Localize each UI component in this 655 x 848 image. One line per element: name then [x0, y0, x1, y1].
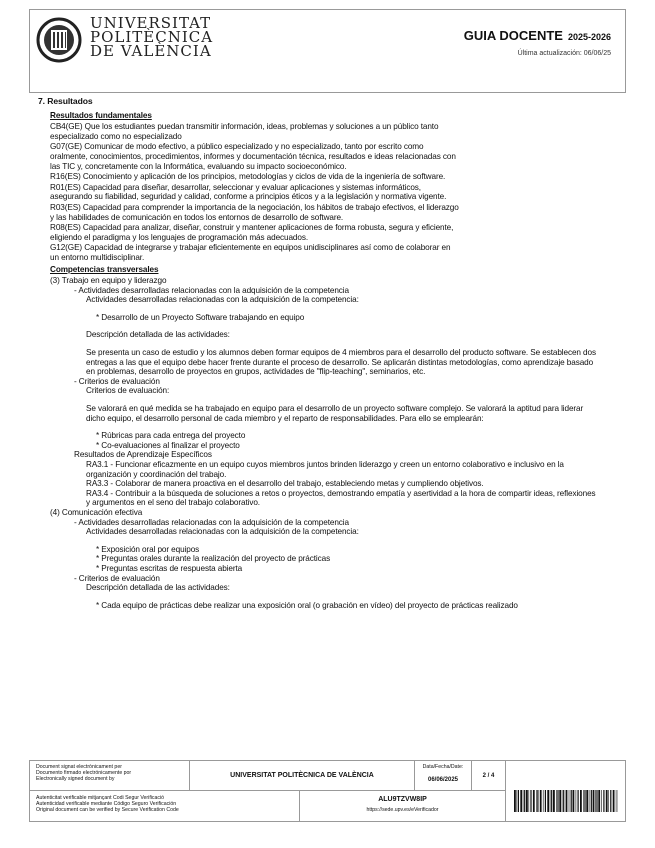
- list-item: R01(ES) Capacidad para diseñar, desarrollar, seleccionar y evaluar aplicaciones y sistemas informáticos, asegurando su fiabilidad, seguridad y calidad, conforme a principios éticos y a la legislación y normativa vigente.: [50, 182, 447, 202]
- c4-activities-sub: Actividades desarrolladas relacionadas con la adquisición de la competencia:: [86, 527, 359, 537]
- guide-title: GUIA DOCENTE 2025-2026: [463, 28, 611, 43]
- signature-footer: [29, 760, 626, 822]
- list-item: R16(ES) Conocimiento y aplicación de los principios, metodologías y ciclos de vida de la ingeniería de software.: [50, 172, 446, 182]
- verification-label: Autenticitat verificable mitjançant Codi Segur Verificació Autenticidad verificable mediante Código Seguro Verificación Original document can be verified by Secure Verification Code: [30, 791, 300, 822]
- competency-3-title: (3) Trabajo en equipo y liderazgo: [50, 276, 167, 286]
- fundamentales-list: [50, 122, 460, 262]
- list-item: CB4(GE) Que los estudiantes puedan transmitir información, ideas, problemas y soluciones a un público tanto especializado como no especializado: [50, 122, 439, 141]
- c4-activity-item: * Preguntas orales durante la realización del proyecto de prácticas: [96, 554, 331, 564]
- c3-criteria-item: * Co-evaluaciones al finalizar el proyecto: [96, 440, 240, 450]
- list-item: R08(ES) Capacidad para analizar, diseñar, construir y mantener aplicaciones de forma robusta, segura y eficiente, eligiendo el paradigma y los lenguajes de programación más adecuados.: [50, 223, 454, 242]
- document-body: [38, 97, 618, 610]
- signature-date: Data/Fecha/Date: 06/06/2025: [415, 761, 472, 791]
- c4-activities-label: - Actividades desarrolladas relacionadas con la adquisición de la competencia: [74, 517, 349, 527]
- fundamentales-heading: Resultados fundamentales: [50, 110, 152, 120]
- verification-url[interactable]: https://sede.upv.es/eVerificador: [366, 807, 439, 813]
- verification-code: ALU9TZVW8IP https://sede.upv.es/eVerificador: [300, 791, 506, 822]
- last-updated: Última actualización: 06/06/25: [517, 50, 611, 57]
- c3-activity-item: * Desarrollo de un Proyecto Software trabajando en equipo: [96, 312, 305, 322]
- academic-year: 2025-2026: [567, 32, 611, 42]
- c3-criteria-sub: Criterios de evaluación:: [86, 386, 170, 396]
- signed-by-label: Document signat electrònicament per Documento firmado electrónicamente por Electronically signed document by: [30, 761, 190, 791]
- c3-ra-item: RA3.3 - Colaborar de manera proactiva en el desarrollo del trabajo, estableciendo metas y cumpliendo objetivos.: [86, 479, 484, 489]
- section-title: 7. Resultados: [38, 96, 93, 106]
- c3-ra-item: RA3.4 - Contribuir a la búsqueda de soluciones a retos o proyectos, demostrando empatía y asertividad a la hora de compartir ideas, reflexiones y argumentos en el seno del trabajo colaborativo.: [86, 488, 596, 508]
- c3-description-label: Descripción detallada de las actividades:: [86, 330, 230, 340]
- c3-activities-sub: Actividades desarrolladas relacionadas con la adquisición de la competencia:: [86, 295, 359, 305]
- c4-description-label: Descripción detallada de las actividades:: [86, 583, 230, 593]
- university-seal-logo: [36, 16, 82, 64]
- transversales-heading: Competencias transversales: [50, 264, 159, 274]
- c3-ra-item: RA3.1 - Funcionar eficazmente en un equipo cuyos miembros juntos brinden liderazgo y creen un entorno colaborativo e inclusivo en la organización y coordinación del trabajo.: [86, 460, 564, 479]
- barcode: [514, 790, 618, 812]
- page-number: 2 / 4: [472, 761, 506, 791]
- list-item: R03(ES) Capacidad para comprender la importancia de la negociación, los hábitos de trabajo efectivos, el liderazgo y las habilidades de comunicación en todos los entornos de desarrollo de software.: [50, 202, 459, 222]
- list-item: G12(GE) Capacidad de integrarse y trabajar eficientemente en equipos unidisciplinares así como de colaborar en un entorno multidisciplinar.: [50, 243, 451, 262]
- c4-activity-item: * Preguntas escritas de respuesta abierta: [96, 563, 243, 573]
- c3-activities-label: - Actividades desarrolladas relacionadas con la adquisición de la competencia: [74, 285, 349, 295]
- signer-name: UNIVERSITAT POLITÈCNICA DE VALÈNCIA: [190, 761, 415, 791]
- c4-criteria-label: - Criterios de evaluación: [74, 573, 160, 583]
- c3-criteria-label: - Criterios de evaluación: [74, 376, 160, 386]
- c3-ra-label: Resultados de Aprendizaje Específicos: [74, 450, 212, 460]
- c3-criteria-text: Se valorará en qué medida se ha trabajado en equipo para el desarrollo de un proyecto software complejo. Se valorará la aptitud para liderar dicho equipo, el desarrollo personal de cada miembro y el reparto de responsabilidades. Para ello se emplearán:: [86, 404, 584, 423]
- c4-activity-item: * Exposición oral por equipos: [96, 544, 200, 554]
- university-name: UNIVERSITAT POLITÈCNICA DE VALÈNCIA: [90, 14, 214, 60]
- c3-description-text: Se presenta un caso de estudio y los alumnos deben formar equipos de 4 miembros para el desarrollo del producto software. Se establecen dos entregas a las que el equipo debe hacer frente durante el proceso de desarrollo. Se aplicarán distintas metodologías, como aprendizaje basado en problemas, desarrollo de proyectos en grupos, actividades de "flip-teaching", seminarios, etc.: [86, 348, 596, 377]
- list-item: G07(GE) Comunicar de modo efectivo, a público especializado y no especializado, tanto por escrito como oralmente, conocimientos, procedimientos, informes y documentación técnica, resultados e ideas relacionadas con las TIC y, concretamente con la Informática, evaluando su impacto socioeconómico.: [50, 142, 456, 171]
- competency-4-title: (4) Comunicación efectiva: [50, 507, 143, 517]
- c3-criteria-item: * Rúbricas para cada entrega del proyecto: [96, 431, 246, 441]
- page-header: [29, 9, 626, 93]
- c4-description-text: * Cada equipo de prácticas debe realizar una exposición oral (o grabación en vídeo) del proyecto de prácticas realizado: [96, 600, 518, 610]
